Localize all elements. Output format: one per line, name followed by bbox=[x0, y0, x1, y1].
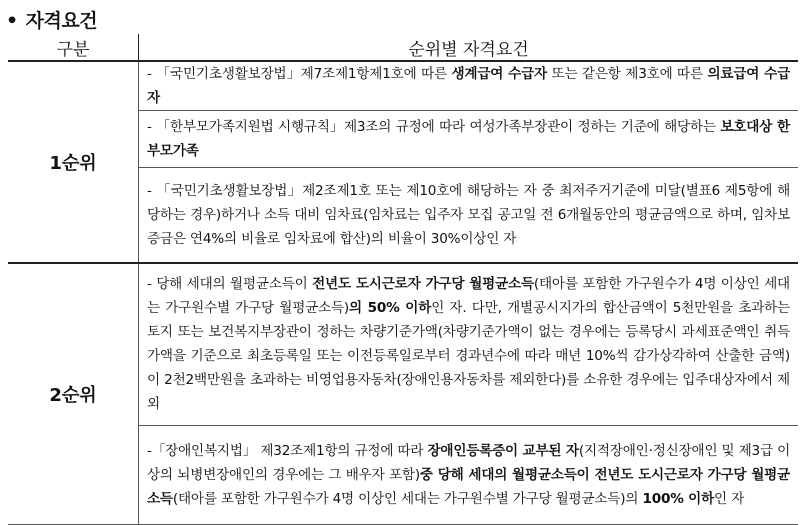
rank1-item-3: - 「국민기초생활보장법」제2조제1호 또는 제10호에 해당하는 자 중 최저주거기준에 미달(별표6 제5항에 해당하는 경우)하거나 소득 대비 임차료(임차료는 입주자 모집 공고일 전 6개월동안의 평균금액으로 하며, 임차보증금은 연4%의 비율로 임차료에 합산)의 비율이 30%이상인 자 bbox=[139, 168, 799, 263]
rank1-item-1: - 「국민기초생활보장법」제7조제1항제1호에 따른 생계급여 수급자 또는 같은항 제3호에 따른 의료급여 수급자 bbox=[139, 61, 799, 111]
header-requirements: 순위별 자격요건 bbox=[139, 34, 799, 61]
eligibility-table bbox=[8, 34, 798, 525]
bullet: • bbox=[6, 10, 18, 32]
rank1-label: 1순위 bbox=[8, 61, 139, 263]
rank2-label: 2순위 bbox=[8, 263, 139, 525]
rank2-item-1: - 당해 세대의 월평균소득이 전년도 도시근로자 가구당 월평균소득(태아를 포함한 가구원수가 4명 이상인 세대는 가구원수별 가구당 월평균소득)의 50% 이하인 자. 다만, 개별공시지가의 합산금액이 5천만원을 초과하는 토지 또는 보건복지부장관이 정하는 차량기준가액(차량기준가액이 없는 경우에는 등록당시 과세표준액인 취득가액을 기준으로 최초등록일 또는 이전등록일로부터 경과년수에 따라 매년 10%씩 감가상각하여 산출한 금액)이 2천2백만원을 초과하는 비영업용자동차(장애인용자동차를 제외한다)를 소유한 경우에는 입주대상자에서 제외 bbox=[139, 263, 799, 426]
rank1-item-2: - 「한부모가족지원법 시행규칙」제3조의 규정에 따라 여성가족부장관이 정하는 기준에 해당하는 보호대상 한부모가족 bbox=[139, 111, 799, 168]
rank2-item-2: -「장애인복지법」 제32조제1항의 규정에 따라 장애인등록증이 교부된 자(지적장애인·정신장애인 및 제3급 이상의 뇌병변장애인의 경우에는 그 배우자 포함)중 당해 세대의 월평균소득이 전년도 도시근로자 가구당 월평균소득(태아를 포함한 가구원수가 4명 이상인 세대는 가구원수별 가구당 월평균소득)의 100% 이하인 자 bbox=[139, 426, 799, 525]
section-title bbox=[6, 6, 97, 33]
section-title-text: 자격요건 bbox=[25, 10, 98, 32]
header-category: 구분 bbox=[8, 34, 139, 61]
